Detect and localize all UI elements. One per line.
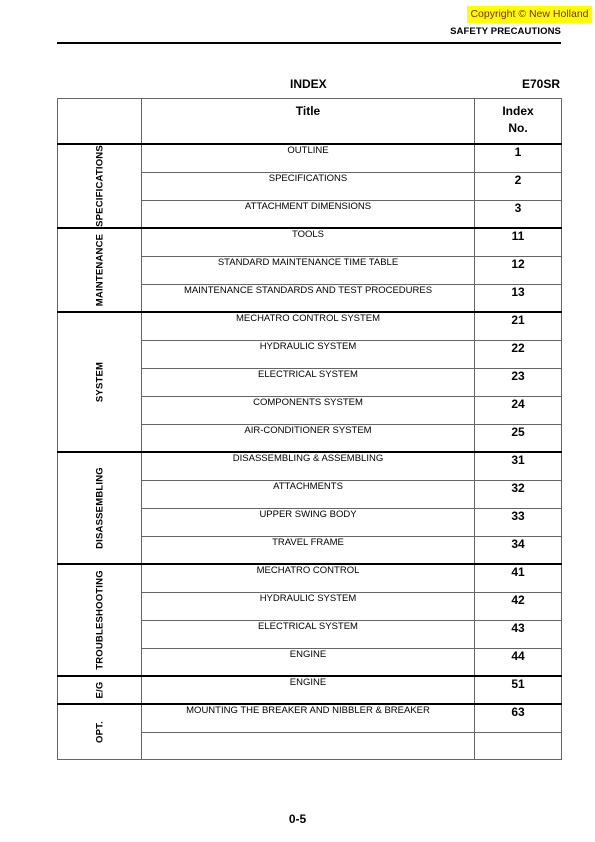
entry-index-number: 21 [475, 312, 562, 340]
entry-title: ELECTRICAL SYSTEM [142, 620, 475, 648]
entry-title: UPPER SWING BODY [142, 508, 475, 536]
category-cell [58, 704, 142, 759]
entry-title: TRAVEL FRAME [142, 536, 475, 564]
table-row[interactable] [58, 676, 562, 704]
entry-index-number: 42 [475, 592, 562, 620]
category-label: SYSTEM [94, 361, 105, 403]
entry-title: STANDARD MAINTENANCE TIME TABLE [142, 256, 475, 284]
entry-title: TOOLS [142, 228, 475, 256]
entry-title: ELECTRICAL SYSTEM [142, 368, 475, 396]
model-name: E70SR [521, 77, 560, 91]
entry-index-number: 25 [475, 424, 562, 452]
entry-index-number: 23 [475, 368, 562, 396]
entry-title: ATTACHMENT DIMENSIONS [142, 200, 475, 228]
table-row[interactable] [58, 228, 562, 256]
category-label: E/G [94, 681, 105, 699]
entry-title: MECHATRO CONTROL [142, 564, 475, 592]
entry-title: HYDRAULIC SYSTEM [142, 340, 475, 368]
entry-index-number: 43 [475, 620, 562, 648]
entry-index-number: 63 [475, 704, 562, 732]
entry-index-number: 3 [475, 200, 562, 228]
index-heading: INDEX [290, 77, 327, 91]
category-label: TROUBLESHOOTING [94, 570, 105, 670]
category-cell [58, 676, 142, 704]
header-rule [57, 42, 561, 44]
entry-index-number: 1 [475, 144, 562, 172]
entry-index-number: 44 [475, 648, 562, 676]
table-header-row [58, 99, 562, 145]
entry-title: COMPONENTS SYSTEM [142, 396, 475, 424]
entry-index-number [475, 732, 562, 759]
index-header-line2: No. [508, 121, 528, 135]
entry-index-number: 32 [475, 480, 562, 508]
entry-title: MECHATRO CONTROL SYSTEM [142, 312, 475, 340]
entry-index-number: 31 [475, 452, 562, 480]
entry-title: ATTACHMENTS [142, 480, 475, 508]
entry-index-number: 22 [475, 340, 562, 368]
category-cell [58, 452, 142, 564]
category-cell [58, 312, 142, 452]
entry-index-number: 24 [475, 396, 562, 424]
title-column-header: Title [142, 99, 475, 145]
index-column-header [475, 99, 562, 145]
index-header-line1: Index [502, 104, 534, 118]
table-row[interactable] [58, 704, 562, 732]
entry-title: DISASSEMBLING & ASSEMBLING [142, 452, 475, 480]
category-cell [58, 228, 142, 312]
table-row[interactable] [58, 452, 562, 480]
entry-index-number: 11 [475, 228, 562, 256]
entry-title [142, 732, 475, 759]
entry-title: ENGINE [142, 648, 475, 676]
category-cell [58, 144, 142, 228]
category-label: SPECIFICATIONS [94, 145, 105, 227]
table-row[interactable] [58, 564, 562, 592]
copyright-banner: Copyright © New Holland [467, 6, 592, 23]
table-row[interactable] [58, 312, 562, 340]
category-header-cell [58, 99, 142, 145]
category-label: MAINTENANCE [94, 233, 105, 307]
category-cell [58, 564, 142, 676]
entry-title: MOUNTING THE BREAKER AND NIBBLER & BREAKER [142, 704, 475, 732]
entry-index-number: 13 [475, 284, 562, 312]
entry-title: ENGINE [142, 676, 475, 704]
entry-index-number: 41 [475, 564, 562, 592]
category-label: DISASSEMBLING [94, 467, 105, 549]
entry-index-number: 34 [475, 536, 562, 564]
entry-title: SPECIFICATIONS [142, 172, 475, 200]
entry-title: OUTLINE [142, 144, 475, 172]
index-table [57, 98, 562, 760]
page-number: 0-5 [288, 812, 307, 826]
entry-index-number: 2 [475, 172, 562, 200]
entry-index-number: 33 [475, 508, 562, 536]
entry-index-number: 51 [475, 676, 562, 704]
table-row[interactable] [58, 144, 562, 172]
entry-index-number: 12 [475, 256, 562, 284]
entry-title: AIR-CONDITIONER SYSTEM [142, 424, 475, 452]
index-table-body [58, 144, 562, 759]
section-title: SAFETY PRECAUTIONS [450, 26, 561, 37]
entry-title: MAINTENANCE STANDARDS AND TEST PROCEDURES [142, 284, 475, 312]
category-label: OPT. [94, 720, 105, 743]
entry-title: HYDRAULIC SYSTEM [142, 592, 475, 620]
